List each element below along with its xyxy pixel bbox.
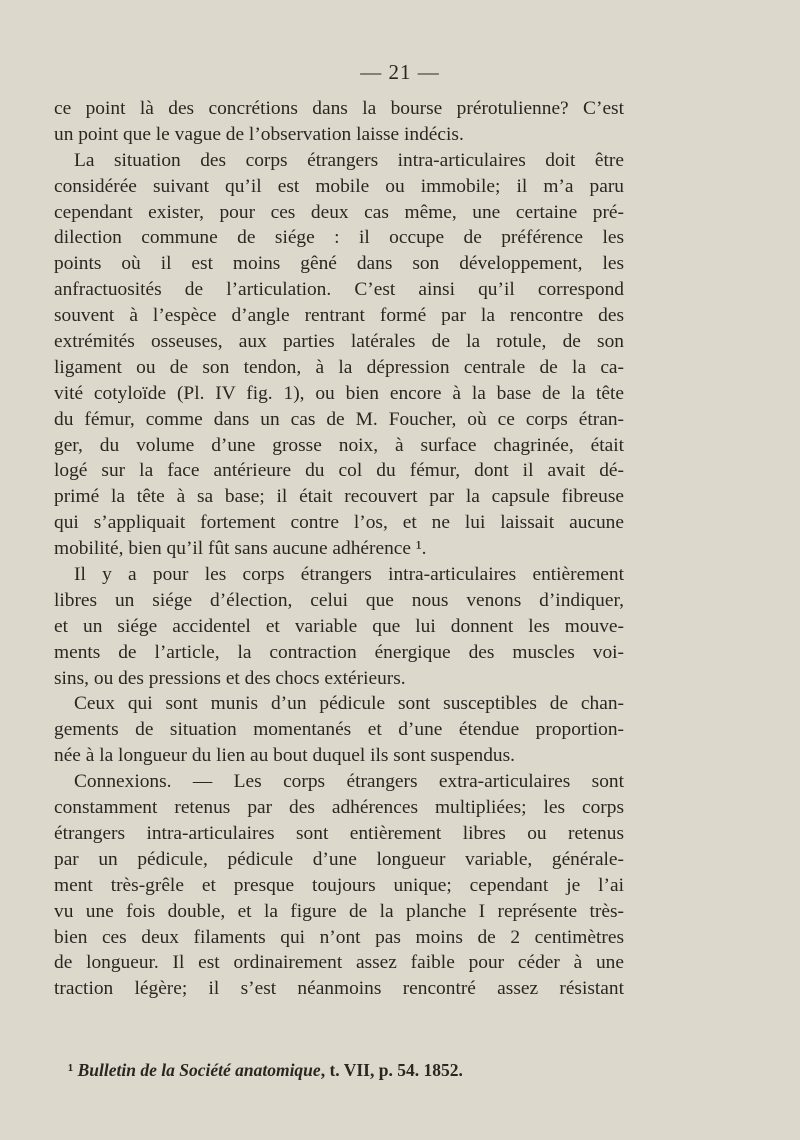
page-number: — 21 —: [360, 60, 440, 84]
text-line: et un siége accidentel et variable que lui donnent les mouve-: [54, 615, 624, 637]
footnote: [68, 1058, 628, 1082]
text-line: Connexions. — Les corps étrangers extra-articulaires sont: [74, 771, 624, 793]
text-line: ger, du volume d’une grosse noix, à surface chagrinée, était: [54, 434, 624, 456]
text-line: ment très-grêle et presque toujours unique; cependant je l’ai: [54, 874, 624, 896]
text-line: souvent à l’espèce d’angle rentrant formé par la rencontre des: [54, 305, 624, 327]
text-line: un point que le vague de l’observation laisse indécis.: [54, 123, 464, 145]
footnote-marker: ¹: [68, 1060, 74, 1080]
text-line: points où il est moins gêné dans son développement, les: [54, 253, 624, 275]
text-line: par un pédicule, pédicule d’une longueur variable, générale-: [54, 848, 624, 870]
text-line: primé la tête à sa base; il était recouvert par la capsule fibreuse: [54, 486, 624, 508]
text-line: de longueur. Il est ordinairement assez faible pour céder à une: [54, 952, 624, 974]
text-line: traction légère; il s’est néanmoins rencontré assez résistant: [54, 978, 624, 1000]
text-line: ments de l’article, la contraction énergique des muscles voi-: [54, 641, 624, 663]
text-line: ligament ou de son tendon, à la dépression centrale de la ca-: [54, 356, 624, 378]
text-line: cependant exister, pour ces deux cas même, une certaine pré-: [54, 201, 624, 223]
text-line: gements de situation momentanés et d’une étendue proportion-: [54, 719, 624, 741]
footnote-reference: , t. VII, p. 54. 1852.: [320, 1060, 463, 1080]
text-line: bien ces deux filaments qui n’ont pas moins de 2 centimètres: [54, 926, 624, 948]
text-line: anfractuosités de l’articulation. C’est ainsi qu’il correspond: [54, 279, 624, 301]
text-line: mobilité, bien qu’il fût sans aucune adhérence ¹.: [54, 538, 427, 560]
text-line: née à la longueur du lien au bout duquel ils sont suspendus.: [54, 745, 515, 767]
text-line: étrangers intra-articulaires sont entièrement libres ou retenus: [54, 822, 624, 844]
text-line: vu une fois double, et la figure de la planche I représente très-: [54, 900, 624, 922]
text-line: du fémur, comme dans un cas de M. Foucher, où ce corps étran-: [54, 408, 624, 430]
text-line: libres un siége d’élection, celui que nous venons d’indiquer,: [54, 589, 624, 611]
body-text: [54, 96, 624, 1002]
text-line: qui s’appliquait fortement contre l’os, et ne lui laissait aucune: [54, 512, 624, 534]
text-line: La situation des corps étrangers intra-articulaires doit être: [74, 149, 624, 171]
footnote-source: Bulletin de la Société anatomique: [77, 1060, 321, 1080]
text-line: sins, ou des pressions et des chocs extérieurs.: [54, 667, 406, 689]
text-line: Il y a pour les corps étrangers intra-articulaires entièrement: [74, 564, 624, 586]
text-line: logé sur la face antérieure du col du fémur, dont il avait dé-: [54, 460, 624, 482]
text-line: ce point là des concrétions dans la bourse prérotulienne? C’est: [54, 98, 624, 119]
text-line: Ceux qui sont munis d’un pédicule sont susceptibles de chan-: [74, 693, 624, 715]
text-line: vité cotyloïde (Pl. IV fig. 1), ou bien encore à la base de la tête: [54, 382, 624, 404]
text-line: extrémités osseuses, aux parties latérales de la rotule, de son: [54, 331, 624, 353]
text-line: dilection commune de siége : il occupe de préférence les: [54, 227, 624, 249]
text-line: constamment retenus par des adhérences multipliées; les corps: [54, 797, 624, 819]
text-line: considérée suivant qu’il est mobile ou immobile; il m’a paru: [54, 175, 624, 197]
